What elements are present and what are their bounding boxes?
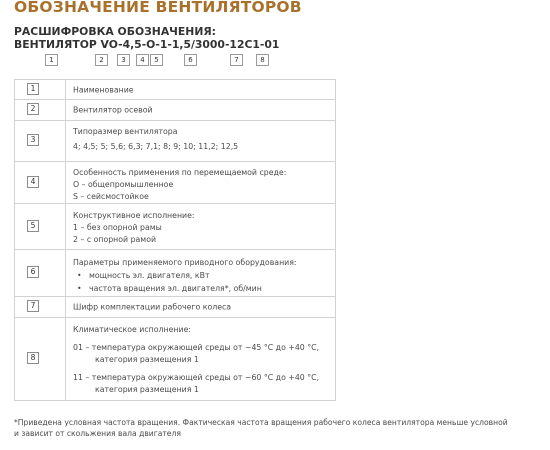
climate-option-category: категория размещения 1 [95, 385, 199, 394]
row-text: Конструктивное исполнение: [73, 211, 195, 220]
designation-code: ВЕНТИЛЯТОР VO-4,5-О-1-1,5/3000-12С1-01 [14, 38, 280, 51]
climate-option-text: 01 – температура окружающей среды от −45 °С до +40 °С, [73, 343, 320, 352]
row-option: О – общепромышленное [73, 180, 174, 189]
row-number: 6 [27, 266, 39, 278]
row-option: S – сейсмостойкое [73, 192, 149, 201]
climate-option-text: 11 – температура окружающей среды от −60 °С до +40 °С, [73, 373, 320, 382]
table-row [14, 249, 336, 297]
bullet-icon: • [77, 271, 82, 280]
row-number: 2 [27, 103, 39, 115]
list-item: • частота вращения эл. двигателя*, об/мин [77, 284, 262, 293]
footnote-line: *Приведена условная частота вращения. Фактическая частота вращения рабочего колеса вентилятора меньше условной [14, 418, 508, 427]
code-marker-6: 6 [184, 54, 197, 66]
table-row [14, 161, 336, 204]
code-marker-3: 3 [117, 54, 130, 66]
designation-heading-line1: РАСШИФРОВКА ОБОЗНАЧЕНИЯ: [14, 25, 216, 38]
code-marker-5: 5 [150, 54, 163, 66]
table-row [14, 120, 336, 162]
row-text: Шифр комплектации рабочего колеса [73, 302, 232, 312]
row-number: 8 [27, 352, 39, 364]
list-item [73, 342, 331, 366]
row-text: Параметры применяемого приводного оборудования: [73, 258, 297, 267]
code-marker-7: 7 [230, 54, 243, 66]
table-row [14, 296, 336, 318]
row-text: Наименование [73, 85, 134, 94]
bullet-icon: • [77, 284, 82, 293]
table-row [14, 79, 336, 100]
code-marker-8: 8 [256, 54, 269, 66]
climate-option-category: категория размещения 1 [95, 355, 199, 364]
list-item: • мощность эл. двигателя, кВт [77, 271, 210, 280]
row-text: Вентилятор осевой [73, 105, 153, 115]
table-row [14, 99, 336, 121]
list-item [73, 372, 331, 396]
code-marker-1: 1 [45, 54, 58, 66]
fan-size-list: 4; 4,5; 5; 5,6; 6,3; 7,1; 8; 9; 10; 11,2; 12,5 [73, 142, 239, 151]
row-text: Типоразмер вентилятора [73, 127, 178, 136]
footnote-line: и зависит от скольжения вала двигателя [14, 429, 181, 438]
designation-heading [14, 25, 279, 51]
row-text: Климатическое исполнение: [73, 325, 191, 334]
table-row [14, 317, 336, 401]
code-marker-2: 2 [95, 54, 108, 66]
row-number: 4 [27, 176, 39, 188]
row-number: 7 [27, 300, 39, 312]
row-number: 3 [27, 134, 39, 146]
row-text: Особенность применения по перемещаемой среде: [73, 168, 287, 177]
code-marker-4: 4 [136, 54, 149, 66]
table-row [14, 203, 336, 250]
page-title: ОБОЗНАЧЕНИЕ ВЕНТИЛЯТОРОВ [14, 0, 302, 16]
row-number: 5 [27, 220, 39, 232]
row-number: 1 [27, 83, 39, 95]
row-option: 1 – без опорной рамы [73, 223, 162, 232]
row-option: 2 – с опорной рамой [73, 235, 157, 244]
footnote [14, 417, 544, 439]
